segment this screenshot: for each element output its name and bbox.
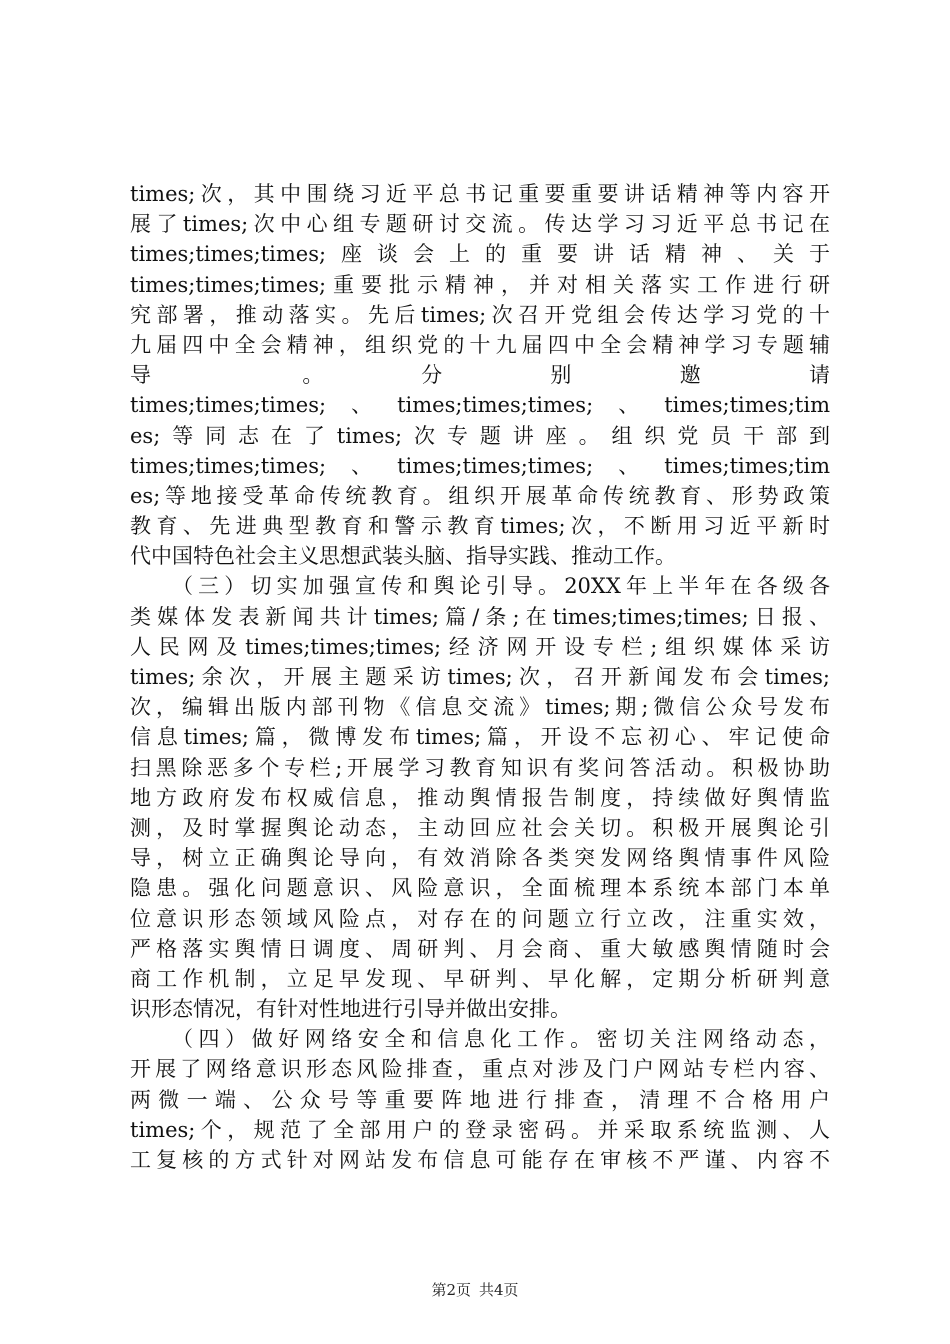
text-line: times;times;times;座谈会上的重要讲话精神、关于 — [130, 242, 830, 267]
text-line: 位意识形态领域风险点，对存在的问题立行立改，注重实效， — [130, 906, 830, 931]
text-line: times;times;times;、times;times;times;、times;times;tim — [130, 393, 830, 418]
paragraph-heading-4: （四）做好网络安全和信息化工作。密切关注网络动态， — [172, 1027, 830, 1052]
text-line: 扫黑除恶多个专栏;开展学习教育知识有奖问答活动。积极协助 — [130, 755, 830, 780]
paragraph-heading-3: （三）切实加强宣传和舆论引导。20XX年上半年在各级各 — [172, 574, 830, 599]
text-line: 导，树立正确舆论导向，有效消除各类突发网络舆情事件风险 — [130, 846, 830, 871]
text-line: 工复核的方式针对网站发布信息可能存在审核不严谨、内容不 — [130, 1148, 830, 1172]
text-line: 次，编辑出版内部刊物《信息交流》times;期;微信公众号发布 — [130, 695, 830, 720]
text-line: 展了times;次中心组专题研讨交流。传达学习习近平总书记在 — [130, 212, 830, 237]
text-line: 信息times;篇，微博发布times;篇，开设不忘初心、牢记使命 — [130, 725, 830, 750]
text-line: 两微一端、公众号等重要阵地进行排查，清理不合格用户 — [130, 1087, 830, 1112]
text-line: 商工作机制，立足早发现、早研判、早化解，定期分析研判意 — [130, 966, 830, 991]
text-line: 人民网及times;times;times;经济网开设专栏;组织媒体采访 — [130, 634, 830, 659]
text-line: times;times;times;重要批示精神，并对相关落实工作进行研 — [130, 272, 830, 297]
text-line: es;等地接受革命传统教育。组织开展革命传统教育、形势政策 — [130, 483, 830, 508]
body-text — [130, 179, 830, 1175]
text-line: es;等同志在了times;次专题讲座。组织党员干部到 — [130, 423, 830, 448]
text-line: 九届四中全会精神，组织党的十九届四中全会精神学习专题辅 — [130, 332, 830, 357]
text-line: 代中国特色社会主义思想武装头脑、指导实践、推动工作。 — [130, 544, 676, 569]
text-line: 究部署，推动落实。先后times;次召开党组会传达学习党的十 — [130, 302, 830, 327]
text-line: 导 。 分 别 邀 请 — [130, 363, 830, 388]
page-total: 共4页 — [479, 1281, 519, 1299]
text-line: times;次，其中围绕习近平总书记重要重要讲话精神等内容开 — [130, 182, 830, 206]
text-line: 隐患。强化问题意识、风险意识，全面梳理本系统本部门本单 — [130, 876, 830, 901]
text-line: 严格落实舆情日调度、周研判、月会商、重大敏感舆情随时会 — [130, 936, 830, 961]
text-line: 识形态情况，有针对性地进行引导并做出安排。 — [130, 997, 571, 1022]
text-line: times;times;times;、times;times;times;、times;times;tim — [130, 453, 830, 478]
text-line: 测，及时掌握舆论动态，主动回应社会关切。积极开展舆论引 — [130, 815, 830, 840]
text-line: times;余次，开展主题采访times;次，召开新闻发布会times; — [130, 665, 830, 689]
page-number: 第2页 — [431, 1281, 471, 1299]
text-line: 教育、先进典型教育和警示教育times;次，不断用习近平新时 — [130, 514, 830, 539]
text-line: 开展了网络意识形态风险排查，重点对涉及门户网站专栏内容、 — [130, 1057, 830, 1082]
text-line: 类媒体发表新闻共计times;篇/条;在times;times;times;日报、 — [130, 604, 830, 629]
text-line: times;个，规范了全部用户的登录密码。并采取系统监测、人 — [130, 1117, 830, 1142]
text-line: 地方政府发布权威信息，推动舆情报告制度，持续做好舆情监 — [130, 785, 830, 810]
page-footer — [0, 1279, 950, 1300]
